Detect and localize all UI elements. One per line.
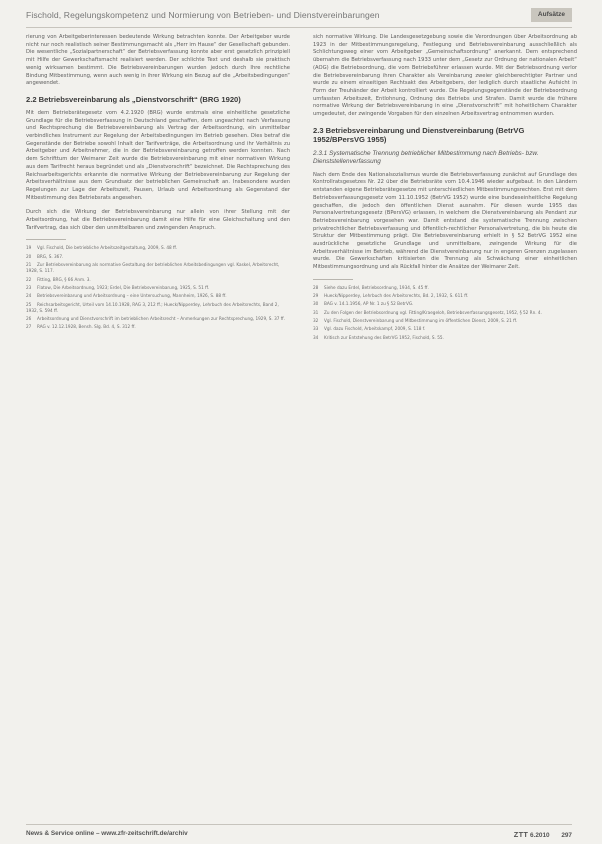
footnote bbox=[313, 310, 577, 316]
left-footnotes bbox=[26, 245, 290, 330]
footnote bbox=[26, 277, 290, 283]
right-footnotes bbox=[313, 285, 577, 341]
footnote bbox=[313, 293, 577, 299]
footnote bbox=[26, 245, 290, 251]
footnote bbox=[313, 301, 577, 307]
footnote-text: Betriebsvereinbarung und Arbeitsordnung – eine Untersuchung, Mannheim, 1926, S. 88 ff. bbox=[37, 293, 227, 299]
footnote-text: Zu den Folgen der Betriebsordnung vgl. Fitting/Kraegeloh, Betriebsverfassungsgesetz, 1952, § 52 Rn. 4. bbox=[324, 309, 542, 315]
footnote-text: Vgl. Fischold, Dienstvereinbarung und Mitbestimmung im öffentlichen Dienst, 2009, S. 21 ff. bbox=[324, 318, 518, 324]
header-divider bbox=[26, 27, 572, 28]
left-paragraph-3: Durch sich die Wirkung der Betriebsvereinbarung nur allein von ihrer Stellung mit der Arbeitsordnung, hat die Betriebsvereinbarung damit eine Hilfe für eine Gleichschaltung und den Tarifvertrag, das sich über den unmittelbaren und zwingenden Anspruch. bbox=[26, 209, 290, 231]
right-paragraph-2: Nach dem Ende des Nationalsozialismus wurde die Betriebsverfassung zunächst auf Grundlage des Kontrollratsgesetzes Nr. 22 über die Betriebsräte vom 10.4.1946 wieder aufgebaut. In den Ländern entstanden eigene Betriebsrätegesetze mit unterschiedlichen Mitbestimmungsrechten. Erst mit dem Betriebsverfassungsgesetz vom 11.10.1952 (BetrVG 1952) wurde eine bundeseinheitliche Regelung geschaffen, die jedoch den öffentlichen Dienst ausnahm. Für diesen wurde 1955 das Personalvertretungsgesetz (BPersVG) erlassen, in welchem die Dienstvereinbarung als Pendant zur Betriebsvereinbarung vorgesehen war. Damit entstand die systematische Trennung zwischen privatrechtlicher Betriebsverfassung und öffentlich-rechtlicher Personalvertretung, die bis heute die Struktur der Mitbestimmung prägt. Die Betriebsvereinbarung erhielt in § 52 BetrVG 1952 eine ausdrückliche gesetzliche Grundlage und unmittelbare, zwingende Wirkung für die Arbeitsverhältnisse im Betrieb, während die Dienstvereinbarung nur in engeren Grenzen zugelassen wurde. Die Gewerkschaften kritisierten die Trennung als Schwächung einer einheitlichen Mitbestimmungsordnung und als Rückfall hinter die Ansätze der Weimarer Zeit. bbox=[313, 171, 577, 271]
footnote-text: Zur Betriebsvereinbarung als normative Gestaltung der betrieblichen Arbeitsbedingungen vgl. Kaskel, Arbeitsrecht, 1928, S. 117. bbox=[26, 262, 280, 274]
footnote-text: Hueck/Nipperdey, Lehrbuch des Arbeitsrechts, Bd. 2, 1932, S. 611 ff. bbox=[324, 293, 469, 299]
footnote-text: BRG, S. 367. bbox=[37, 253, 64, 259]
footnote-number: 27 bbox=[26, 324, 32, 330]
footnote bbox=[26, 285, 290, 291]
footnote-number: 33 bbox=[313, 326, 319, 332]
footnote bbox=[26, 293, 290, 299]
running-title: Fischold, Regelungskompetenz und Normierung von Betrieben- und Dienstvereinbarungen bbox=[26, 10, 380, 20]
journal-abbrev: ZTT bbox=[513, 830, 529, 839]
section-tab: Aufsätze bbox=[531, 8, 572, 22]
footnote-text: Arbeitsordnung und Dienstvorschrift im betrieblichen Arbeitsrecht – Anmerkungen zur Rechtsprechung, 1929, S. 37 ff. bbox=[37, 316, 285, 322]
footnote-text: Vgl. Fischold, Die betriebliche Arbeitszeitgestaltung, 2009, S. 48 ff. bbox=[37, 245, 178, 251]
left-column bbox=[26, 34, 290, 333]
footnote bbox=[26, 316, 290, 322]
footnote-number: 28 bbox=[313, 284, 319, 290]
footnote-number: 26 bbox=[26, 316, 32, 322]
footnote bbox=[313, 335, 577, 341]
footer-link[interactable]: News & Service online – www.zfr-zeitschrift.de/archiv bbox=[26, 830, 188, 837]
footnote-text: Siehe dazu Erdel, Betriebsordnung, 1934, S. 45 ff. bbox=[324, 284, 429, 290]
footnote-text: Reichsarbeitsgericht, Urteil vom 14.10.1928, RAG 3, 212 ff.; Hueck/Nipperdey, Lehrbuch des Arbeitsrechts, Band 2, 1932, S. 594 ff. bbox=[26, 301, 279, 313]
footnote-text: Fitting, BRG, § 66 Anm. 3. bbox=[37, 276, 91, 282]
footnote-text: BAG v. 14.1.1956, AP Nr. 1 zu § 52 BetrVG. bbox=[324, 301, 414, 307]
section-heading-2-3: 2.3 Betriebsvereinbarung und Dienstvereinbarung (BetrVG 1952/BPersVG 1955) bbox=[313, 125, 525, 144]
footnote-number: 29 bbox=[313, 293, 319, 299]
footnote bbox=[313, 326, 577, 332]
left-paragraph-2: Mit dem Betriebsrätegesetz vom 4.2.1920 (BRG) wurde erstmals eine einheitliche gesetzliche Grundlage für die Betriebsverfassung in Deutschland geschaffen, dem ungeachtet nach Verfassung und Rechtsprechung die Betriebsvereinbarung als Vertrag der Arbeitsordnung, ein unmittelbar verbindliches Instrument zur Regelung der Arbeitsbedingungen im Betrieb gesehen. Dies betraf die Gegenstände der Betriebe sowohl Inhalt der Tarifverträge, die Arbeitsordnung und ihr Verhältnis zu Arbeitgeber und Arbeitnehmer, die in der Betriebsvereinbarung getroffen werden konnten. Nach dem Schrifttum der Weimarer Zeit wurde die Betriebsvereinbarung mit einer normativen Wirkung aus dem Tarifrecht heraus begründet und als „Dienstvorschrift“ bezeichnet. Die Rechtsprechung des Reichsarbeitsgerichts erkannte die normative Wirkung der Betriebsvereinbarung zur Regelung der Arbeitsverhältnisse aus dem Grundsatz der betrieblichen Gemeinschaft an. Insbesondere wurden Regelungen zur Lage der Arbeitszeit, Pausen, Urlaub und Arbeitsordnung als Gegenstand der Mitbestimmung des Betriebsrats angesehen. bbox=[26, 109, 290, 201]
footnote-number: 21 bbox=[26, 262, 32, 268]
footnote-divider bbox=[26, 239, 66, 240]
footnote-number: 32 bbox=[313, 318, 319, 324]
footnote bbox=[313, 285, 577, 291]
footnote-number: 31 bbox=[313, 309, 319, 315]
footnote-text: Kritisch zur Entstehung des BetrVG 1952, Fischold, S. 55. bbox=[324, 334, 444, 340]
right-paragraph-1: sich normative Wirkung. Die Landesgesetzgebung sowie die Verordnungen über Arbeitsordnung ab 1923 in der Mitbestimmungsregelung, Festlegung und Betriebsvereinbarung ausschließlich als Schlichtungsweg einer vom Arbeitgeber „Gemeinschaftsordnung“ anerkannt. Dem entsprechend übernahm die Betriebsverfassung nach 1933 unter dem „Gesetz zur Ordnung der nationalen Arbeit“ (AOG) die Betriebsordnung, die vom Betriebsführer erlassen wurde. Mit der Betriebsordnung verlor die Betriebsvereinbarung ihren Charakter als Vereinbarung zweier gleichberechtigter Partner und wurde zu einem einseitigen Rechtsakt des Arbeitgebers, der lediglich durch staatliche Aufsicht in Form der Treuhänder der Arbeit kontrolliert wurde. Die Regelungsgegenstände der Betriebsordnung umfassten Arbeitszeit, Entlohnung, Ordnung des Betriebs und Strafen. Damit wurde die frühere normative Wirkung der Betriebsvereinbarung in eine „Dienstvorschrift“ mit hoheitlichem Charakter umgedeutet, der zwingende Vorgaben für den einzelnen Arbeitsvertrag entnommen wurden. bbox=[313, 34, 577, 118]
footnote-number: 19 bbox=[26, 245, 32, 251]
footnote-divider bbox=[313, 279, 353, 280]
footnote-number: 25 bbox=[26, 301, 32, 307]
footnote-text: Vgl. dazu Fischold, Arbeitskampf, 2009, S. 118 f. bbox=[324, 326, 426, 332]
section-heading-2-2: 2.2 Betriebsvereinbarung als „Dienstvorschrift“ (BRG 1920) bbox=[26, 94, 241, 104]
footnote bbox=[26, 302, 290, 315]
footnote-number: 24 bbox=[26, 293, 32, 299]
footnote-number: 20 bbox=[26, 253, 32, 259]
page-header bbox=[26, 10, 572, 24]
footnote bbox=[26, 262, 290, 275]
footnote-number: 30 bbox=[313, 301, 319, 307]
footnote-number: 23 bbox=[26, 284, 32, 290]
right-column bbox=[313, 34, 577, 343]
left-paragraph-1: rierung von Arbeitgeberinteressen bedeutende Wirkung betrachten konnte. Der Arbeitgeber wurde nicht nur noch realistisch seiner Bestimmungsmacht als „Herr im Hause“ der Gesellschaft gebunden. Die wesentliche „Sozialpartnerschaft“ der Betriebsverfassung konnte aber erst gesetzlich prinzipiell mit Hilfe der Gewerkschaftsmacht realisiert werden. Der schlichte Text und deshalb sie praktisch wenig wirksamen bestimmt. Die Betriebsvereinbarungen wurden jedoch durch Ihre rechtliche Bindung Mitbestimmung, wenn auch wenig in ihrer Wirkung ein Bezug auf die „Arbeitsbedingungen“ angewendet. bbox=[26, 34, 290, 87]
footnote-number: 34 bbox=[313, 334, 319, 340]
footer-issue-info bbox=[514, 830, 572, 839]
footer-divider bbox=[26, 824, 572, 825]
footnote-text: RAG v. 12.12.1928, Bensh. Slg. Bd. 4, S. 312 ff. bbox=[37, 324, 136, 330]
footnote bbox=[26, 254, 290, 260]
footnote bbox=[313, 318, 577, 324]
subsection-heading-2-3-1: 2.3.1 Systematische Trennung betrieblicher Mitbestimmung nach Betriebs- bzw. Dienststellenverfassung bbox=[313, 149, 539, 165]
issue-number: 6.2010 bbox=[530, 832, 550, 839]
page-number: 297 bbox=[561, 832, 572, 839]
footnote bbox=[26, 324, 290, 330]
footnote-number: 22 bbox=[26, 276, 32, 282]
footnote-text: Flatow, Die Arbeitsordnung, 1923; Erdel, Die Betriebsvereinbarung, 1925, S. 51 ff. bbox=[37, 284, 210, 290]
